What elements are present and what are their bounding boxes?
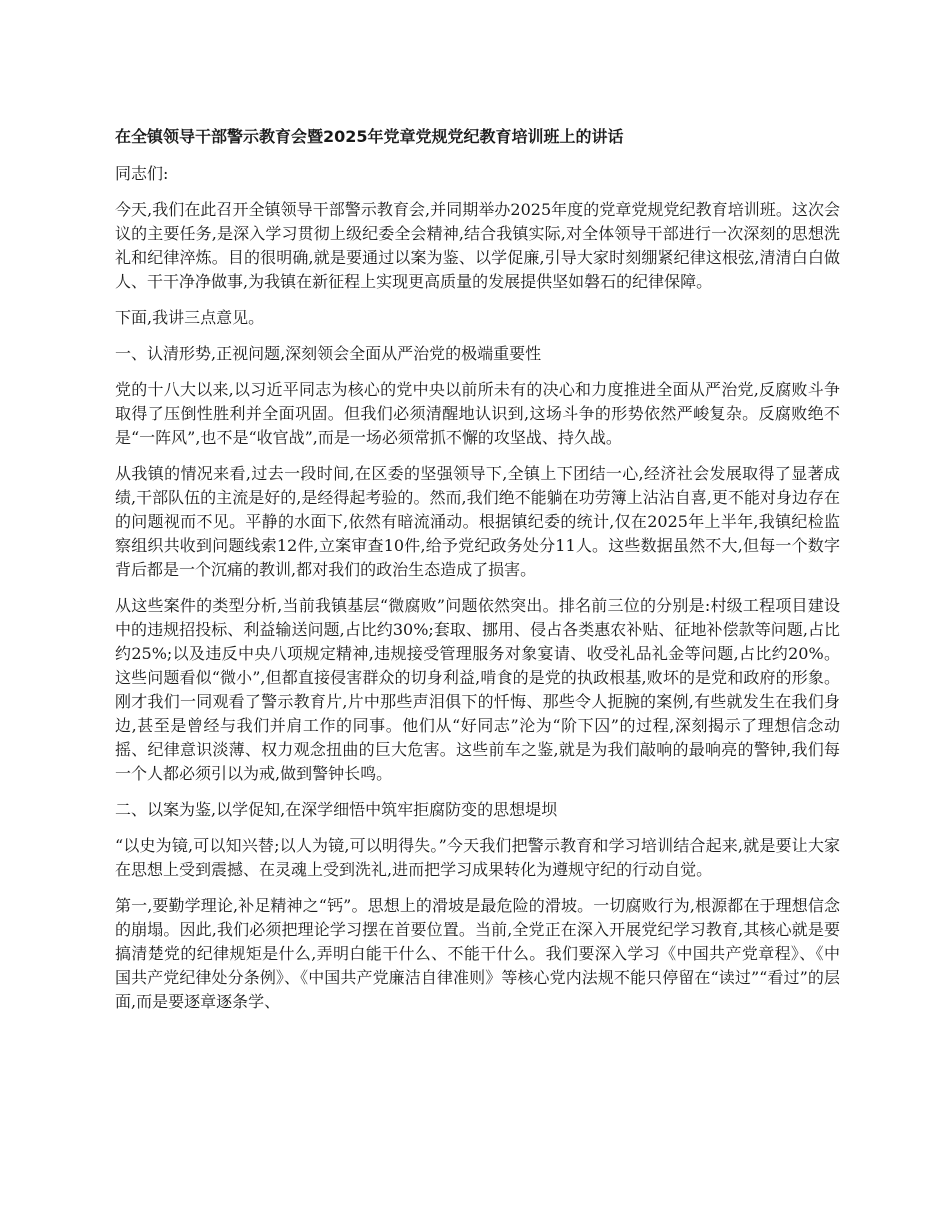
paragraph-town-status: 从我镇的情况来看,过去一段时间,在区委的坚强领导下,全镇上下团结一心,经济社会发展取得了显著成绩,干部队伍的主流是好的,是经得起考验的。然而,我们绝不能躺在功劳簿上沾沾自喜,更不能对身边存在的问题视而不见。平静的水面下,依然有暗流涌动。根据镇纪委的统计,仅在2025年上半年,我镇纪检监察组织共收到问题线索12件,立案审查10件,给予党纪政务处分11人。这些数据虽然不大,但每一个数字背后都是一个沉痛的教训,都对我们的政治生态造成了损害。 [115, 464, 840, 579]
salutation: 同志们: [115, 164, 169, 183]
section-heading-2: 二、以案为鉴,以学促知,在深学细悟中筑牢拒腐防变的思想堤坝 [115, 800, 558, 819]
paragraph-quote: “以史为镜,可以知兴替;以人为镜,可以明得失。”今天我们把警示教育和学习培训结合起来,就是要让大家在思想上受到震撼、在灵魂上受到洗礼,进而把学习成果转化为遵规守纪的行动自觉。 [115, 836, 840, 879]
paragraph-outline: 下面,我讲三点意见。 [115, 308, 265, 327]
paragraph-case-analysis: 从这些案件的类型分析,当前我镇基层“微腐败”问题依然突出。排名前三位的分别是:村级工程项目建设中的违规招投标、利益输送问题,占比约30%;套取、挪用、侵占各类惠农补贴、征地补偿款等问题,占比约25%;以及违反中央八项规定精神,违规接受管理服务对象宴请、收受礼品礼金等问题,占比约20%。这些问题看似“微小”,但都直接侵害群众的切身利益,啃食的是党的执政根基,败坏的是党和政府的形象。刚才我们一同观看了警示教育片,片中那些声泪俱下的忏悔、那些令人扼腕的案例,有些就发生在我们身边,甚至是曾经与我们并肩工作的同事。他们从“好同志”沦为“阶下囚”的过程,深刻揭示了理想信念动摇、纪律意识淡薄、权力观念扭曲的巨大危害。这些前车之鉴,就是为我们敲响的最响亮的警钟,我们每一个人都必须引以为戒,做到警钟长鸣。 [115, 596, 840, 783]
paragraph-situation: 党的十八大以来,以习近平同志为核心的党中央以前所未有的决心和力度推进全面从严治党,反腐败斗争取得了压倒性胜利并全面巩固。但我们必须清醒地认识到,这场斗争的形势依然严峻复杂。反腐败绝不是“一阵风”,也不是“收官战”,而是一场必须常抓不懈的攻坚战、持久战。 [115, 380, 840, 447]
paragraph-intro: 今天,我们在此召开全镇领导干部警示教育会,并同期举办2025年度的党章党规党纪教育培训班。这次会议的主要任务,是深入学习贯彻上级纪委全会精神,结合我镇实际,对全体领导干部进行一次深刻的思想洗礼和纪律淬炼。目的很明确,就是要通过以案为鉴、以学促廉,引导大家时刻绷紧纪律这根弦,清清白白做人、干干净净做事,为我镇在新征程上实现更高质量的发展提供坚如磐石的纪律保障。 [115, 200, 840, 291]
paragraph-study-theory: 第一,要勤学理论,补足精神之“钙”。思想上的滑坡是最危险的滑坡。一切腐败行为,根源都在于理想信念的崩塌。因此,我们必须把理论学习摆在首要位置。当前,全党正在深入开展党纪学习教育,其核心就是要搞清楚党的纪律规矩是什么,弄明白能干什么、不能干什么。我们要深入学习《中国共产党章程》、《中国共产党纪律处分条例》、《中国共产党廉洁自律准则》等核心党内法规不能只停留在“读过”“看过”的层面,而是要逐章逐条学、 [115, 896, 840, 1011]
document-title: 在全镇领导干部警示教育会暨2025年党章党规党纪教育培训班上的讲话 [115, 127, 624, 146]
section-heading-1: 一、认清形势,正视问题,深刻领会全面从严治党的极端重要性 [115, 344, 542, 363]
